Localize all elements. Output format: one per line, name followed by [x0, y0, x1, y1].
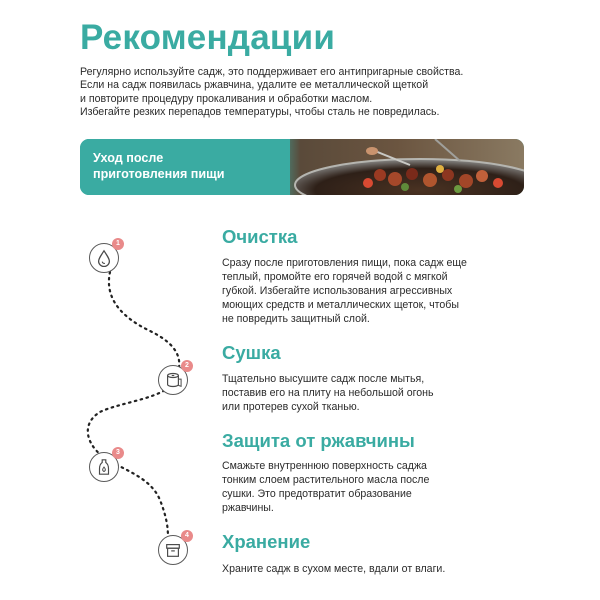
page-title: Рекомендации — [80, 18, 336, 57]
step-line: теплый, промойте его горячей водой с мягкой — [222, 271, 448, 284]
step-4-heading: Хранение — [222, 531, 311, 552]
banner-line: приготовления пищи — [93, 167, 225, 181]
step-line: сушки. Это предотвратит образование — [222, 488, 412, 501]
step-1-text — [222, 256, 522, 326]
step-line: или протерев сухой тканью. — [222, 401, 360, 414]
intro-line: Регулярно используйте садж, это поддерживает его антипригарные свойства. — [80, 66, 464, 78]
step-number: 2 — [181, 360, 193, 372]
care-banner — [80, 139, 524, 195]
intro-line: Если на садж появилась ржавчина, удалите ее металлической щеткой — [80, 79, 429, 92]
step-line: моющих средств и металлических щеток, чтобы — [222, 299, 459, 312]
step-3-heading: Защита от ржавчины — [222, 430, 415, 451]
step-line: Сразу после приготовления пищи, пока садж еще — [222, 257, 467, 269]
water-drop-icon — [95, 249, 113, 267]
step-number: 3 — [112, 447, 124, 459]
step-2-heading: Сушка — [222, 342, 281, 363]
step-number: 4 — [181, 530, 193, 542]
step-line: Храните садж в сухом месте, вдали от влаги. — [222, 563, 446, 575]
step-number: 1 — [112, 238, 124, 250]
cooking-photo — [270, 139, 524, 195]
intro-line: и повторите процедуру прокаливания и обработки маслом. — [80, 92, 373, 105]
step-line: тонким слоем растительного масла после — [222, 474, 430, 487]
step-3-badge — [89, 449, 120, 482]
step-1-heading: Очистка — [222, 226, 298, 247]
paper-towel-icon — [164, 371, 182, 389]
step-1-badge — [89, 240, 120, 273]
banner-line: Уход после — [93, 151, 164, 165]
intro-line: Избегайте резких перепадов температуры, чтобы сталь не повредилась. — [80, 106, 440, 119]
step-3-text — [222, 459, 522, 515]
banner-heading — [80, 139, 290, 195]
step-line: не повредить защитный слой. — [222, 313, 370, 326]
storage-box-icon — [164, 541, 182, 559]
step-2-text — [222, 372, 522, 414]
step-2-badge — [158, 362, 189, 395]
step-line: губкой. Избегайте использования агрессивных — [222, 285, 453, 298]
step-line: ржавчины. — [222, 502, 274, 515]
step-4-badge — [158, 532, 189, 565]
oil-bottle-icon — [95, 458, 113, 476]
step-line: Смажьте внутреннюю поверхность саджа — [222, 460, 427, 472]
step-line: поставив его на плиту на небольшой огонь — [222, 387, 434, 400]
step-4-text — [222, 562, 522, 576]
step-line: Тщательно высушите садж после мытья, — [222, 373, 425, 385]
